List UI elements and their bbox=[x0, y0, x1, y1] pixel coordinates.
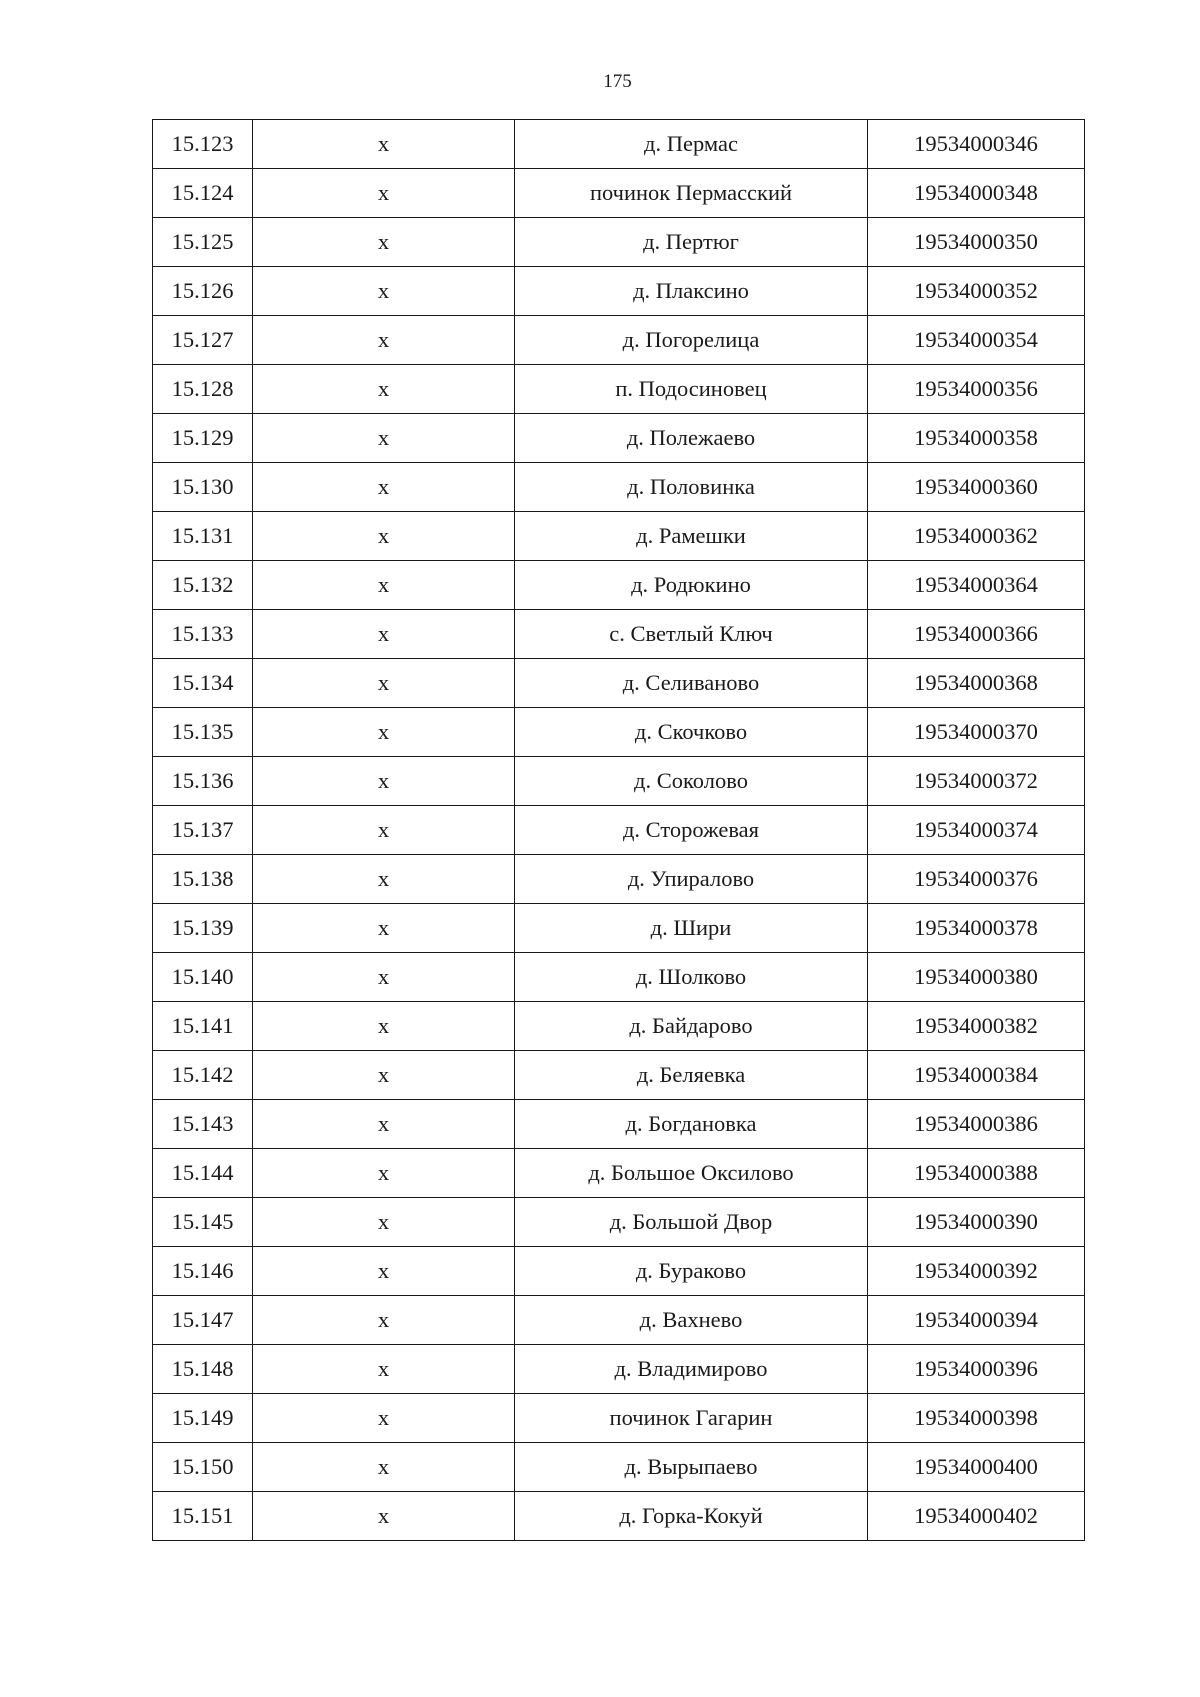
table-row bbox=[153, 463, 1085, 512]
row-number-cell: 15.149 bbox=[153, 1394, 253, 1443]
oktmo-code-cell: 19534000348 bbox=[868, 169, 1085, 218]
table-row bbox=[153, 904, 1085, 953]
oktmo-code-cell: 19534000376 bbox=[868, 855, 1085, 904]
settlement-name-cell: д. Шири bbox=[515, 904, 868, 953]
settlement-name-cell: д. Бураково bbox=[515, 1247, 868, 1296]
table-row bbox=[153, 561, 1085, 610]
mark-cell: x bbox=[253, 1247, 515, 1296]
mark-cell: x bbox=[253, 1100, 515, 1149]
mark-cell: x bbox=[253, 1345, 515, 1394]
page-number: 175 bbox=[603, 71, 632, 92]
row-number-cell: 15.129 bbox=[153, 414, 253, 463]
oktmo-code-cell: 19534000364 bbox=[868, 561, 1085, 610]
oktmo-code-cell: 19534000398 bbox=[868, 1394, 1085, 1443]
oktmo-code-cell: 19534000392 bbox=[868, 1247, 1085, 1296]
mark-cell: x bbox=[253, 708, 515, 757]
mark-cell: x bbox=[253, 904, 515, 953]
mark-cell: x bbox=[253, 610, 515, 659]
table-row bbox=[153, 512, 1085, 561]
oktmo-code-cell: 19534000354 bbox=[868, 316, 1085, 365]
table-row bbox=[153, 610, 1085, 659]
row-number-cell: 15.148 bbox=[153, 1345, 253, 1394]
table-row bbox=[153, 316, 1085, 365]
row-number-cell: 15.128 bbox=[153, 365, 253, 414]
mark-cell: x bbox=[253, 561, 515, 610]
row-number-cell: 15.137 bbox=[153, 806, 253, 855]
table-row bbox=[153, 120, 1085, 169]
oktmo-code-cell: 19534000360 bbox=[868, 463, 1085, 512]
row-number-cell: 15.126 bbox=[153, 267, 253, 316]
oktmo-code-cell: 19534000384 bbox=[868, 1051, 1085, 1100]
table-row bbox=[153, 414, 1085, 463]
table-row bbox=[153, 1002, 1085, 1051]
row-number-cell: 15.133 bbox=[153, 610, 253, 659]
oktmo-code-cell: 19534000374 bbox=[868, 806, 1085, 855]
mark-cell: x bbox=[253, 757, 515, 806]
row-number-cell: 15.132 bbox=[153, 561, 253, 610]
oktmo-code-cell: 19534000380 bbox=[868, 953, 1085, 1002]
mark-cell: x bbox=[253, 267, 515, 316]
table-row bbox=[153, 806, 1085, 855]
settlement-name-cell: д. Владимирово bbox=[515, 1345, 868, 1394]
settlements-table bbox=[152, 119, 1085, 1541]
mark-cell: x bbox=[253, 806, 515, 855]
mark-cell: x bbox=[253, 414, 515, 463]
mark-cell: x bbox=[253, 1443, 515, 1492]
row-number-cell: 15.143 bbox=[153, 1100, 253, 1149]
table-row bbox=[153, 1100, 1085, 1149]
settlement-name-cell: п. Подосиновец bbox=[515, 365, 868, 414]
row-number-cell: 15.123 bbox=[153, 120, 253, 169]
oktmo-code-cell: 19534000372 bbox=[868, 757, 1085, 806]
mark-cell: x bbox=[253, 316, 515, 365]
oktmo-code-cell: 19534000382 bbox=[868, 1002, 1085, 1051]
mark-cell: x bbox=[253, 218, 515, 267]
settlement-name-cell: д. Погорелица bbox=[515, 316, 868, 365]
settlement-name-cell: д. Плаксино bbox=[515, 267, 868, 316]
row-number-cell: 15.138 bbox=[153, 855, 253, 904]
row-number-cell: 15.131 bbox=[153, 512, 253, 561]
mark-cell: x bbox=[253, 1394, 515, 1443]
oktmo-code-cell: 19534000388 bbox=[868, 1149, 1085, 1198]
settlement-name-cell: д. Богдановка bbox=[515, 1100, 868, 1149]
row-number-cell: 15.139 bbox=[153, 904, 253, 953]
settlement-name-cell: д. Сторожевая bbox=[515, 806, 868, 855]
row-number-cell: 15.150 bbox=[153, 1443, 253, 1492]
mark-cell: x bbox=[253, 1002, 515, 1051]
row-number-cell: 15.146 bbox=[153, 1247, 253, 1296]
settlement-name-cell: починок Гагарин bbox=[515, 1394, 868, 1443]
oktmo-code-cell: 19534000394 bbox=[868, 1296, 1085, 1345]
row-number-cell: 15.147 bbox=[153, 1296, 253, 1345]
table-row bbox=[153, 1051, 1085, 1100]
table-row bbox=[153, 855, 1085, 904]
oktmo-code-cell: 19534000352 bbox=[868, 267, 1085, 316]
oktmo-code-cell: 19534000386 bbox=[868, 1100, 1085, 1149]
mark-cell: x bbox=[253, 169, 515, 218]
oktmo-code-cell: 19534000390 bbox=[868, 1198, 1085, 1247]
table-row bbox=[153, 365, 1085, 414]
table-row bbox=[153, 1198, 1085, 1247]
row-number-cell: 15.140 bbox=[153, 953, 253, 1002]
settlement-name-cell: д. Рамешки bbox=[515, 512, 868, 561]
row-number-cell: 15.130 bbox=[153, 463, 253, 512]
mark-cell: x bbox=[253, 120, 515, 169]
settlement-name-cell: д. Родюкино bbox=[515, 561, 868, 610]
table-row bbox=[153, 757, 1085, 806]
row-number-cell: 15.142 bbox=[153, 1051, 253, 1100]
oktmo-code-cell: 19534000368 bbox=[868, 659, 1085, 708]
mark-cell: x bbox=[253, 463, 515, 512]
oktmo-code-cell: 19534000396 bbox=[868, 1345, 1085, 1394]
mark-cell: x bbox=[253, 1492, 515, 1541]
oktmo-code-cell: 19534000350 bbox=[868, 218, 1085, 267]
settlement-name-cell: д. Пертюг bbox=[515, 218, 868, 267]
row-number-cell: 15.141 bbox=[153, 1002, 253, 1051]
mark-cell: x bbox=[253, 1198, 515, 1247]
oktmo-code-cell: 19534000356 bbox=[868, 365, 1085, 414]
oktmo-code-cell: 19534000402 bbox=[868, 1492, 1085, 1541]
settlement-name-cell: д. Полежаево bbox=[515, 414, 868, 463]
mark-cell: x bbox=[253, 1051, 515, 1100]
oktmo-code-cell: 19534000346 bbox=[868, 120, 1085, 169]
settlement-name-cell: д. Скочково bbox=[515, 708, 868, 757]
settlement-name-cell: д. Большой Двор bbox=[515, 1198, 868, 1247]
oktmo-code-cell: 19534000378 bbox=[868, 904, 1085, 953]
settlement-name-cell: д. Большое Оксилово bbox=[515, 1149, 868, 1198]
oktmo-code-cell: 19534000366 bbox=[868, 610, 1085, 659]
table-row bbox=[153, 1296, 1085, 1345]
oktmo-code-cell: 19534000370 bbox=[868, 708, 1085, 757]
mark-cell: x bbox=[253, 365, 515, 414]
mark-cell: x bbox=[253, 512, 515, 561]
settlement-name-cell: с. Светлый Ключ bbox=[515, 610, 868, 659]
settlement-name-cell: починок Пермасский bbox=[515, 169, 868, 218]
table-row bbox=[153, 1247, 1085, 1296]
row-number-cell: 15.125 bbox=[153, 218, 253, 267]
row-number-cell: 15.135 bbox=[153, 708, 253, 757]
row-number-cell: 15.124 bbox=[153, 169, 253, 218]
settlement-name-cell: д. Вахнево bbox=[515, 1296, 868, 1345]
table-row bbox=[153, 708, 1085, 757]
settlement-name-cell: д. Байдарово bbox=[515, 1002, 868, 1051]
table-row bbox=[153, 1492, 1085, 1541]
table-row bbox=[153, 1149, 1085, 1198]
oktmo-code-cell: 19534000400 bbox=[868, 1443, 1085, 1492]
table-row bbox=[153, 1345, 1085, 1394]
row-number-cell: 15.144 bbox=[153, 1149, 253, 1198]
mark-cell: x bbox=[253, 1149, 515, 1198]
settlement-name-cell: д. Соколово bbox=[515, 757, 868, 806]
mark-cell: x bbox=[253, 855, 515, 904]
table-row bbox=[153, 1394, 1085, 1443]
settlement-name-cell: д. Вырыпаево bbox=[515, 1443, 868, 1492]
table-row bbox=[153, 953, 1085, 1002]
table-row bbox=[153, 1443, 1085, 1492]
table-body bbox=[153, 120, 1085, 1541]
row-number-cell: 15.145 bbox=[153, 1198, 253, 1247]
mark-cell: x bbox=[253, 659, 515, 708]
row-number-cell: 15.134 bbox=[153, 659, 253, 708]
settlement-name-cell: д. Селиваново bbox=[515, 659, 868, 708]
mark-cell: x bbox=[253, 1296, 515, 1345]
settlement-name-cell: д. Пермас bbox=[515, 120, 868, 169]
oktmo-code-cell: 19534000362 bbox=[868, 512, 1085, 561]
row-number-cell: 15.151 bbox=[153, 1492, 253, 1541]
settlement-name-cell: д. Упиралово bbox=[515, 855, 868, 904]
mark-cell: x bbox=[253, 953, 515, 1002]
settlement-name-cell: д. Беляевка bbox=[515, 1051, 868, 1100]
row-number-cell: 15.136 bbox=[153, 757, 253, 806]
table-row bbox=[153, 169, 1085, 218]
settlement-name-cell: д. Половинка bbox=[515, 463, 868, 512]
oktmo-code-cell: 19534000358 bbox=[868, 414, 1085, 463]
table-row bbox=[153, 218, 1085, 267]
row-number-cell: 15.127 bbox=[153, 316, 253, 365]
table-row bbox=[153, 267, 1085, 316]
settlement-name-cell: д. Горка-Кокуй bbox=[515, 1492, 868, 1541]
settlement-name-cell: д. Шолково bbox=[515, 953, 868, 1002]
table-row bbox=[153, 659, 1085, 708]
